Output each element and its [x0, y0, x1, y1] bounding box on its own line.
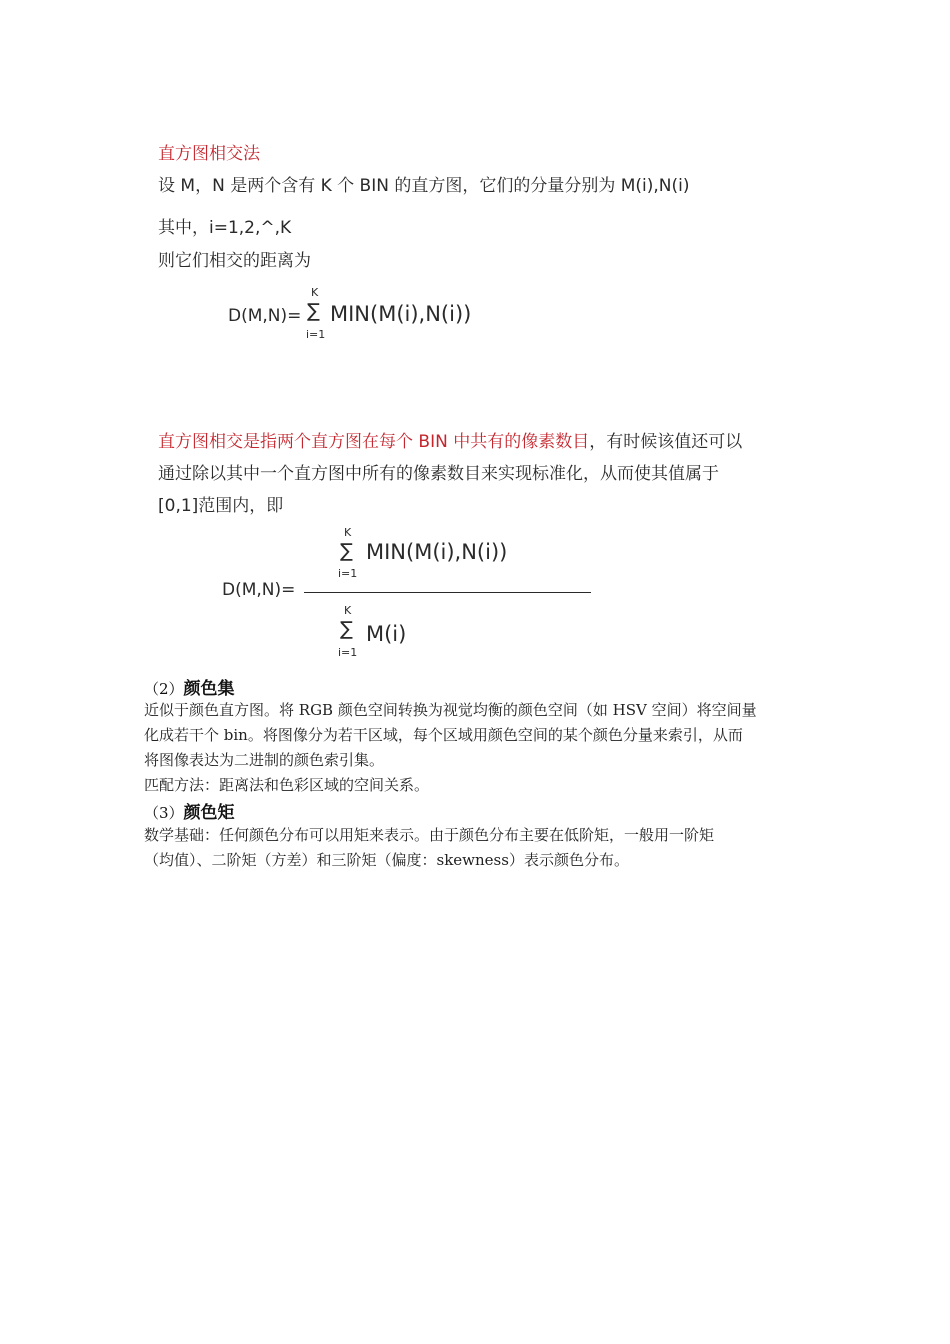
paragraph-line: （均值）、二阶矩（方差）和三阶矩（偏度：skewness）表示颜色分布。 — [144, 851, 629, 869]
sigma-symbol: ∑ — [307, 300, 320, 322]
sum-upper-limit: K — [311, 286, 319, 299]
sum-lower-limit: i=1 — [306, 328, 326, 341]
section-heading — [144, 798, 235, 823]
highlighted-definition: 直方图相交是指两个直方图在每个 BIN 中共有的像素数目 — [158, 432, 590, 452]
denominator-sigma: ∑ — [340, 618, 353, 640]
denominator-upper-limit: K — [344, 604, 352, 617]
numerator-sigma: ∑ — [340, 540, 353, 562]
section-title: 颜色矩 — [183, 803, 235, 823]
formula-lhs: D(M,N)= — [222, 580, 296, 600]
formula-body: MIN(M(i),N(i)) — [330, 302, 472, 326]
numerator-upper-limit: K — [344, 526, 352, 539]
section-heading — [144, 674, 235, 699]
numerator-body: MIN(M(i),N(i)) — [366, 540, 508, 564]
section-title: 颜色集 — [183, 679, 235, 699]
definition-continuation: ，有时候该值还可以 — [589, 432, 743, 452]
denominator-lower-limit: i=1 — [338, 646, 358, 659]
paragraph-line: 数学基础：任何颜色分布可以用矩来表示。由于颜色分布主要在低阶矩，一般用一阶矩 — [144, 826, 715, 844]
definition-paragraph-line2: 通过除以其中一个直方图中所有的像素数目来实现标准化，从而使其值属于 — [158, 464, 719, 484]
numerator-lower-limit: i=1 — [338, 567, 358, 580]
section-number: （3） — [144, 804, 184, 822]
paragraph-line: 匹配方法：距离法和色彩区域的空间关系。 — [144, 776, 430, 794]
definition-line: 设 M，N 是两个含有 K 个 BIN 的直方图，它们的分量分别为 M(i),N(i) — [158, 176, 690, 196]
denominator-body: M(i) — [366, 622, 407, 646]
index-line: 其中，i=1,2,^,K — [158, 218, 292, 238]
formula-lhs: D(M,N)= — [228, 306, 302, 326]
definition-paragraph-line1 — [158, 427, 742, 452]
paragraph-line: 近似于颜色直方图。将 RGB 颜色空间转换为视觉均衡的颜色空间（如 HSV 空间）将空间量 — [144, 701, 757, 719]
section-number: （2） — [144, 680, 184, 698]
method-title: 直方图相交法 — [158, 144, 260, 164]
fraction-bar — [304, 592, 591, 593]
paragraph-line: 化成若干个 bin。将图像分为若干区域，每个区域用颜色空间的某个颜色分量来索引，从而 — [144, 726, 743, 744]
paragraph-line: 将图像表达为二进制的颜色索引集。 — [144, 751, 385, 769]
distance-intro-line: 则它们相交的距离为 — [158, 251, 311, 271]
definition-paragraph-line3: [0,1]范围内，即 — [158, 496, 284, 516]
